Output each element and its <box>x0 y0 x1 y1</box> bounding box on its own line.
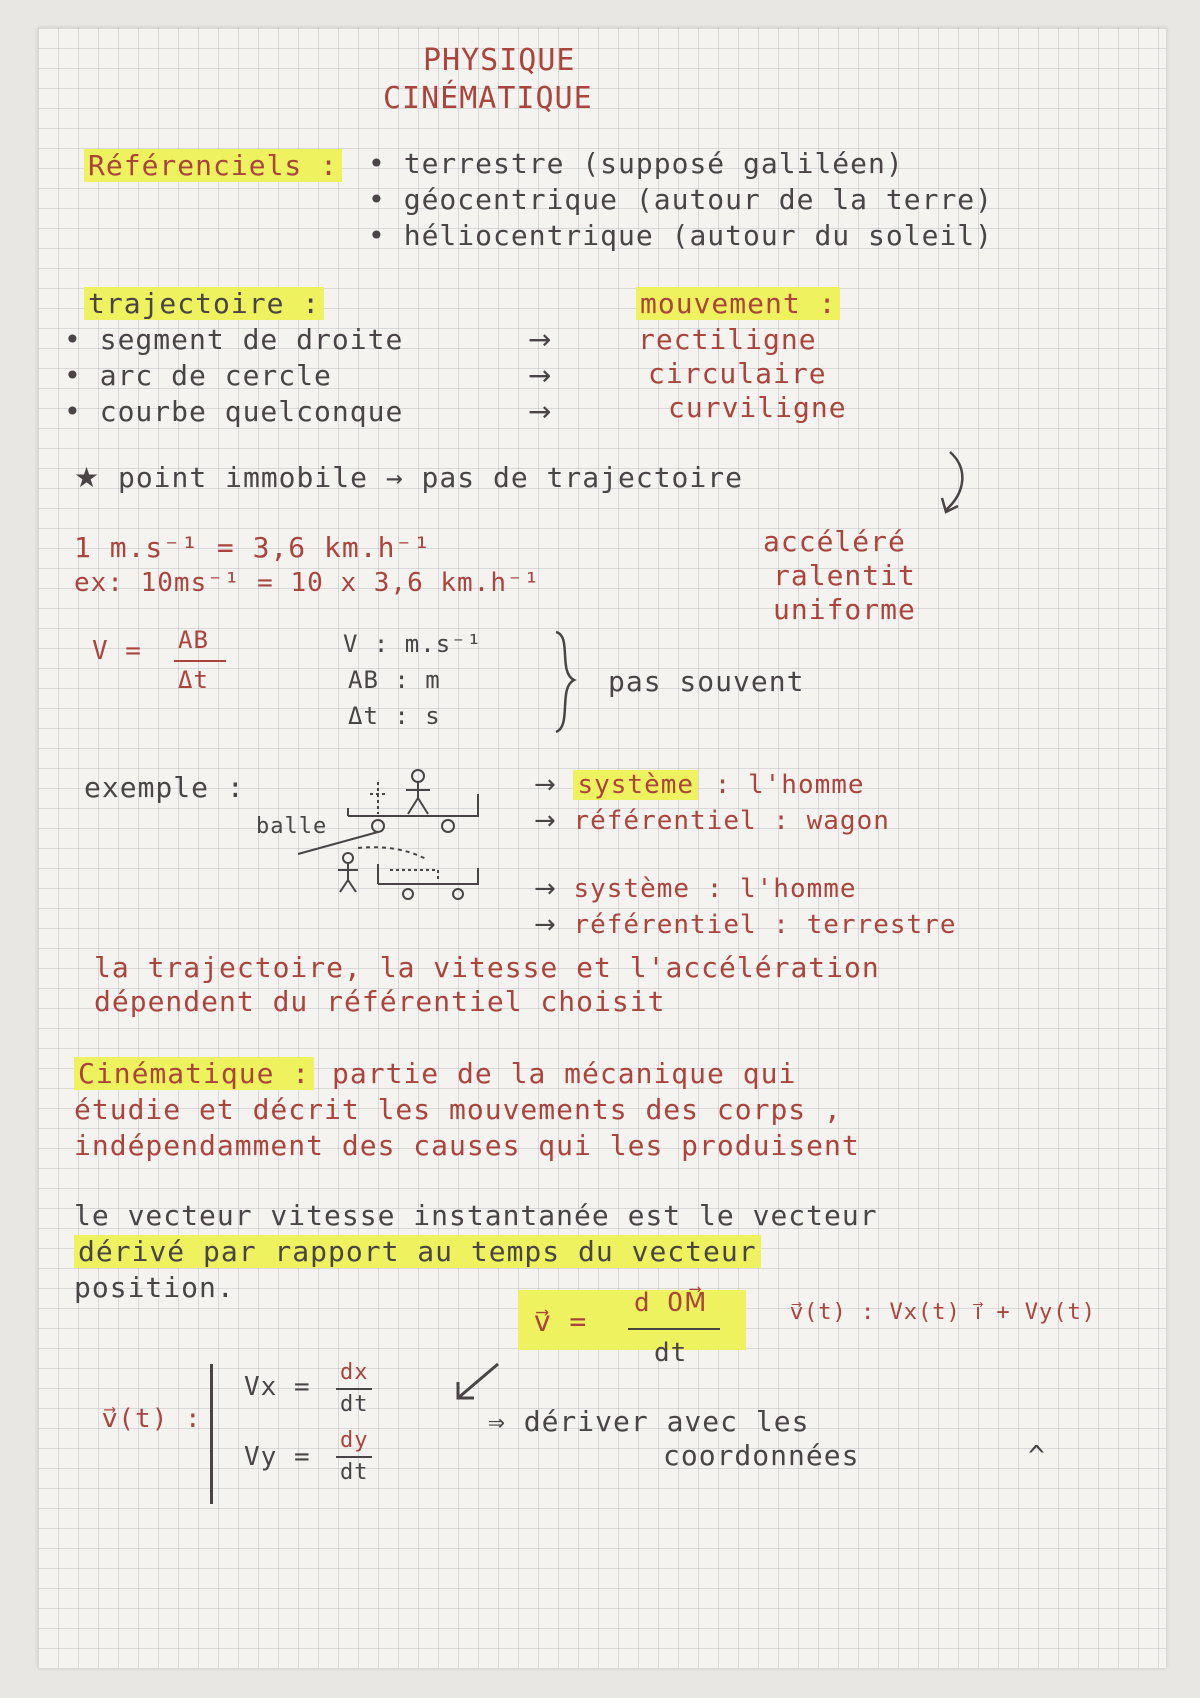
vt-label: v⃗(t) : <box>102 1404 202 1434</box>
vy-lhs: Vy = <box>244 1442 311 1472</box>
referentiel-item-2: • géocentrique (autour de la terre) <box>368 183 994 216</box>
velocity-denominator: Δt <box>178 666 209 694</box>
velocity-unit-1: V : m.s⁻¹ <box>343 630 483 658</box>
velocity-unit-2: AB : m <box>348 666 441 694</box>
vx-lhs: Vx = <box>244 1372 311 1402</box>
case1-systeme: → système : l'homme <box>534 770 865 800</box>
wagon-diagram <box>318 764 518 904</box>
diagonal-arrow-icon <box>448 1358 508 1408</box>
referentiel-item-1: • terrestre (supposé galiléen) <box>368 147 904 180</box>
velocity-note: pas souvent <box>608 665 805 698</box>
trajectoire-row-3-left: • courbe quelconque <box>64 395 404 428</box>
trajectoire-row-1-arrow: → <box>528 323 553 356</box>
case2-systeme: → système : l'homme <box>534 874 857 904</box>
referentiel-item-3: • héliocentrique (autour du soleil) <box>368 219 994 252</box>
dependency-line-1: la trajectoire, la vitesse et l'accélération <box>94 951 880 984</box>
corner-mark: ^ <box>1028 1439 1046 1472</box>
notebook-page <box>38 28 1166 1668</box>
mouvement-type-2: ralentit <box>773 559 916 592</box>
trajectoire-row-1-right: rectiligne <box>638 323 817 356</box>
formula-lhs: v⃗ = <box>534 1305 588 1338</box>
instant-velocity-line-3: position. <box>74 1271 235 1304</box>
formula-numerator: d OM⃗ <box>634 1288 708 1318</box>
star-icon: ★ <box>74 461 101 494</box>
curved-arrow-icon <box>928 448 988 528</box>
derive-line-2: coordonnées <box>663 1439 860 1472</box>
vx-fraction-bar <box>336 1388 372 1390</box>
vy-numerator: dy <box>340 1428 369 1453</box>
case2-referentiel: → référentiel : terrestre <box>534 910 957 940</box>
vt-bracket-bar <box>210 1364 213 1504</box>
trajectoire-row-2-left: • arc de cercle <box>64 359 332 392</box>
vy-fraction-bar <box>336 1456 372 1458</box>
velocity-lhs: V = <box>92 636 142 666</box>
derive-line-1: ⇒ dériver avec les <box>488 1405 810 1438</box>
instant-velocity-line-1: le vecteur vitesse instantanée est le vecteur <box>74 1199 878 1232</box>
trajectoire-row-2-arrow: → <box>528 359 553 392</box>
instant-velocity-line-2: dérivé par rapport au temps du vecteur <box>74 1238 761 1266</box>
vx-denominator: dt <box>340 1392 369 1417</box>
vx-numerator: dx <box>340 1360 369 1385</box>
trajectoire-row-1-left: • segment de droite <box>64 323 404 356</box>
definition-line-2: étudie et décrit les mouvements des corps , <box>74 1093 842 1126</box>
case1-referentiel: → référentiel : wagon <box>534 806 890 836</box>
velocity-fraction-bar <box>174 660 226 662</box>
vy-denominator: dt <box>340 1460 369 1485</box>
mouvement-header: mouvement : <box>636 290 840 318</box>
definition-line-1: Cinématique : partie de la mécanique qui <box>74 1060 796 1088</box>
dependency-line-2: dépendent du référentiel choisit <box>94 985 666 1018</box>
trajectoire-row-3-arrow: → <box>528 395 553 428</box>
mouvement-type-1: accéléré <box>763 525 906 558</box>
immobile-note: ★ point immobile → pas de trajectoire <box>74 461 743 494</box>
unit-conversion: 1 m.s⁻¹ = 3,6 km.h⁻¹ <box>74 531 432 564</box>
trajectoire-row-2-right: circulaire <box>648 357 827 390</box>
velocity-numerator: AB <box>178 626 209 654</box>
balle-label: balle <box>256 814 328 839</box>
velocity-unit-3: Δt : s <box>348 702 441 730</box>
brace-icon <box>548 628 588 738</box>
example-label: exemple : <box>84 771 245 804</box>
mouvement-type-3: uniforme <box>773 593 916 626</box>
referentiels-label: Référenciels : <box>84 152 342 180</box>
definition-line-3: indépendamment des causes qui les produisent <box>74 1129 860 1162</box>
formula-denominator: dt <box>654 1338 688 1368</box>
formula-fraction-bar <box>628 1328 720 1330</box>
vector-components: v⃗(t) : Vx(t) i⃗ + Vy(t) <box>790 1300 1097 1325</box>
trajectoire-header: trajectoire : <box>84 290 324 318</box>
title-line1: PHYSIQUE <box>423 43 576 78</box>
title-line2: CINÉMATIQUE <box>383 81 593 116</box>
unit-example: ex: 10ms⁻¹ = 10 x 3,6 km.h⁻¹ <box>74 568 541 598</box>
trajectoire-row-3-right: curviligne <box>668 391 847 424</box>
